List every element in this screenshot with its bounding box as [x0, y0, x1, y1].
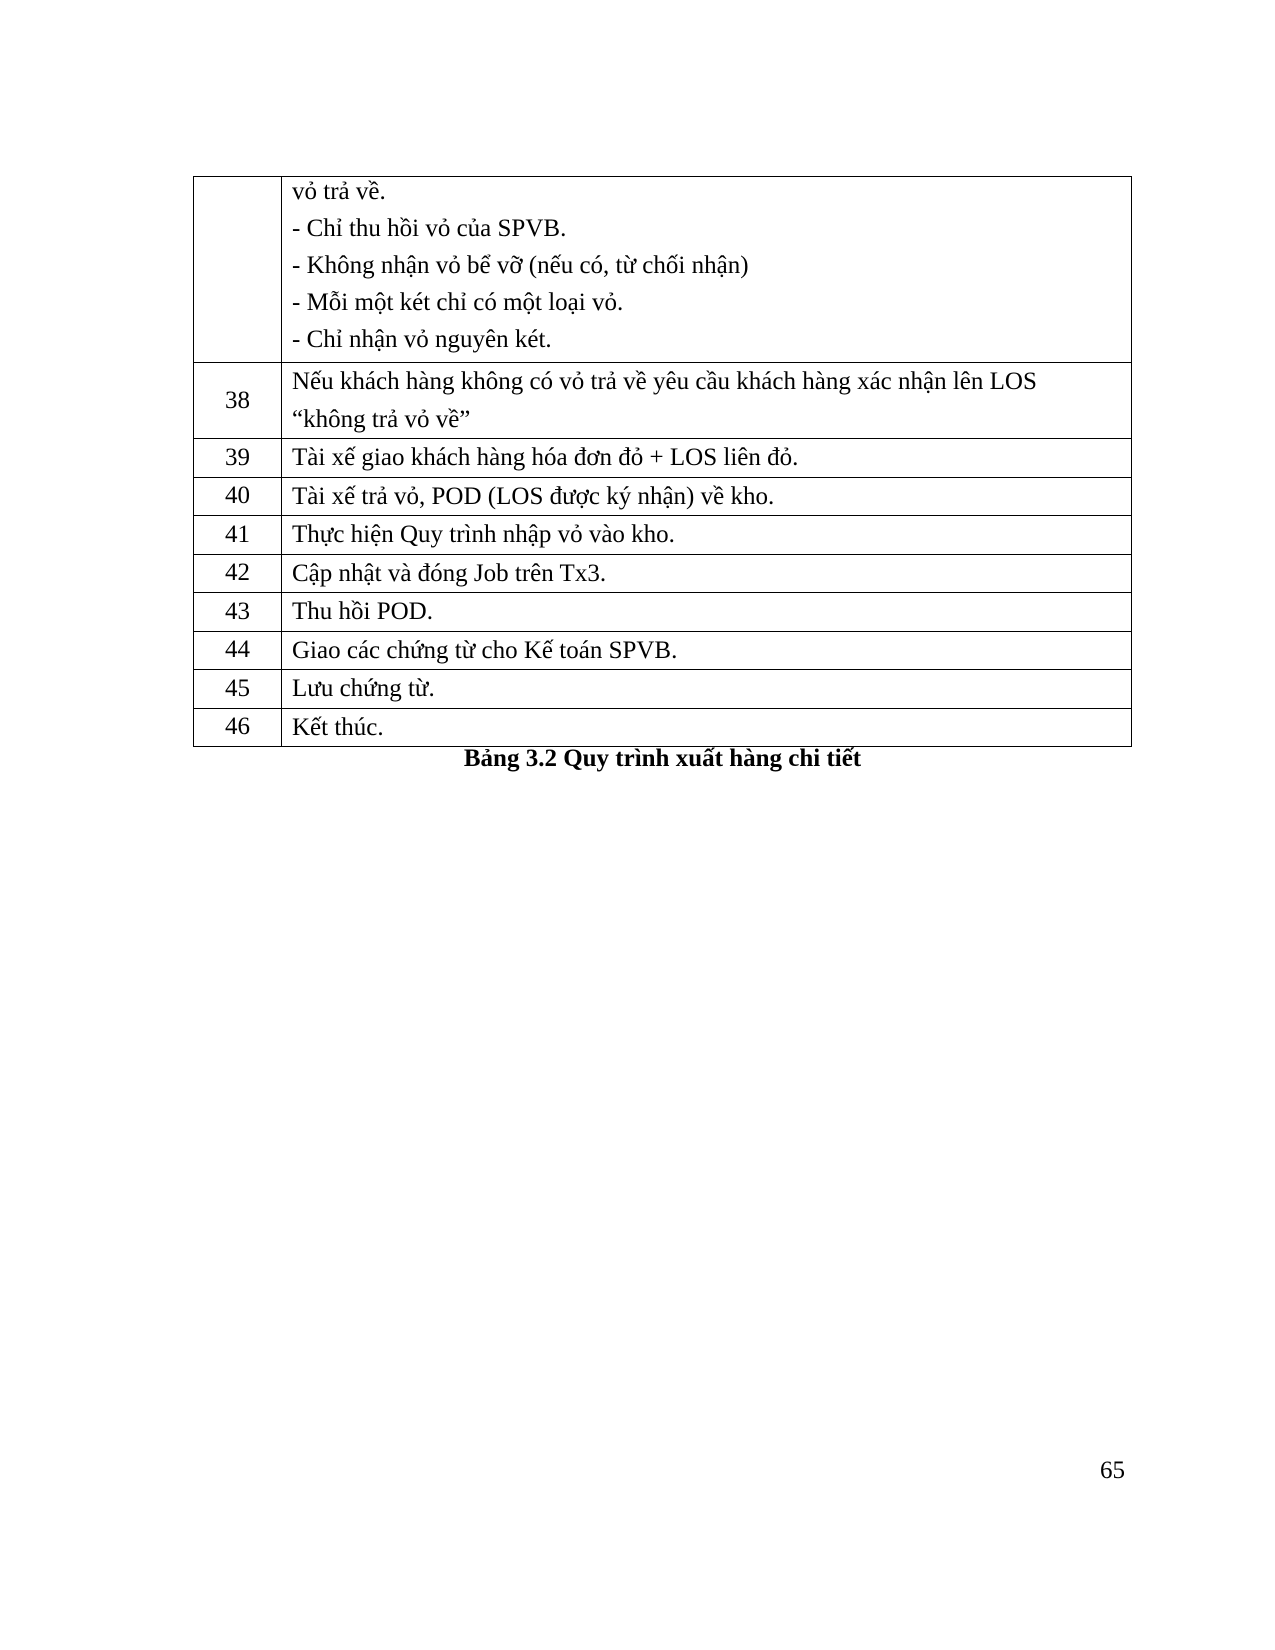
table-row	[194, 554, 1132, 593]
row-description-cell	[282, 363, 1132, 439]
description-line: - Không nhận vỏ bể vỡ (nếu có, từ chối nhận)	[292, 252, 749, 279]
row-description-cell	[282, 554, 1132, 593]
table-row	[194, 439, 1132, 478]
description-line: - Chỉ thu hồi vỏ của SPVB.	[292, 215, 567, 242]
description-line: “không trả vỏ về”	[292, 405, 471, 433]
description-line: Lưu chứng từ.	[292, 675, 435, 702]
row-number: 41	[194, 516, 282, 555]
table-row	[194, 593, 1132, 632]
table-caption: Bảng 3.2 Quy trình xuất hàng chi tiết	[463, 745, 862, 772]
table-row	[194, 477, 1132, 516]
row-number: 38	[194, 363, 282, 439]
process-table	[193, 176, 1132, 747]
description-line: Thực hiện Quy trình nhập vỏ vào kho.	[292, 521, 675, 548]
description-line: Kết thúc.	[292, 713, 384, 741]
row-number-cell	[194, 177, 282, 363]
row-number: 43	[194, 593, 282, 632]
description-line: - Chỉ nhận vỏ nguyên két.	[292, 326, 552, 353]
description-line: Tài xế trả vỏ, POD (LOS được ký nhận) về kho.	[292, 482, 775, 510]
row-description-cell	[282, 593, 1132, 632]
table-row	[194, 708, 1132, 747]
row-description-cell	[282, 477, 1132, 516]
description-line: vỏ trả về.	[292, 178, 386, 205]
row-number: 39	[194, 439, 282, 478]
row-number: 44	[194, 631, 282, 670]
description-line: Cập nhật và đóng Job trên Tx3.	[292, 559, 607, 587]
description-line: Giao các chứng từ cho Kế toán SPVB.	[292, 636, 678, 664]
table-row	[194, 631, 1132, 670]
row-description-cell	[282, 670, 1132, 709]
description-line: - Mỗi một két chỉ có một loại vỏ.	[292, 289, 624, 316]
row-description-cell	[282, 439, 1132, 478]
row-number: 40	[194, 477, 282, 516]
row-description-cell	[282, 516, 1132, 555]
row-description-cell	[282, 631, 1132, 670]
table-row	[194, 363, 1132, 439]
page-number: 65	[1100, 1457, 1125, 1484]
description-line: Thu hồi POD.	[292, 598, 433, 625]
row-number: 42	[194, 554, 282, 593]
row-description-cell	[282, 177, 1132, 363]
row-description-cell	[282, 708, 1132, 747]
table-row	[194, 670, 1132, 709]
table-row-continued	[194, 177, 1132, 363]
table-row	[194, 516, 1132, 555]
description-line: Nếu khách hàng không có vỏ trả về yêu cầu khách hàng xác nhận lên LOS	[292, 368, 1037, 395]
row-number: 46	[194, 708, 282, 747]
row-number: 45	[194, 670, 282, 709]
description-line: Tài xế giao khách hàng hóa đơn đỏ + LOS liên đỏ.	[292, 444, 799, 471]
